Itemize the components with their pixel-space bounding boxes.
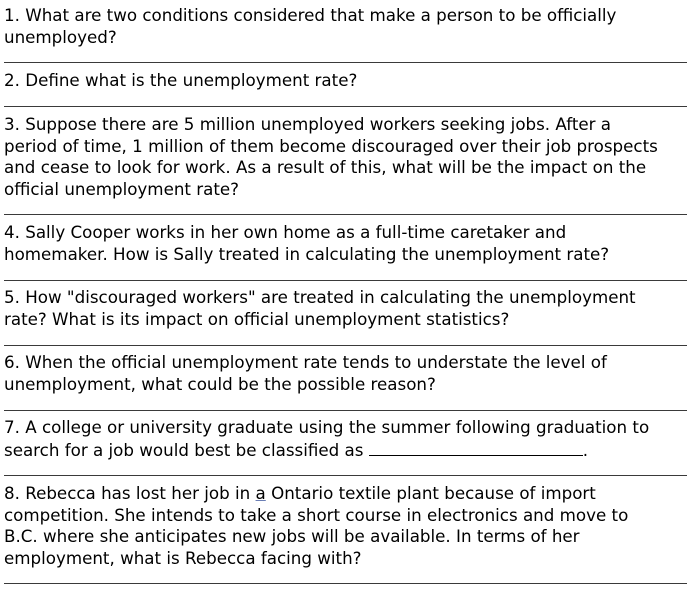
question-2: [4, 70, 698, 92]
question-5: [4, 287, 698, 330]
question-3: [4, 114, 698, 200]
question-3-line-1: 3. Suppose there are 5 million unemployed workers seeking jobs. After a: [4, 114, 612, 134]
question-7: [4, 417, 698, 461]
question-2-line-1: 2. Define what is the unemployment rate?: [4, 70, 358, 90]
question-4: [4, 222, 698, 265]
answer-line-4[interactable]: [4, 280, 687, 281]
answer-line-1[interactable]: [4, 62, 687, 63]
answer-line-8[interactable]: [4, 583, 687, 584]
answer-line-6[interactable]: [4, 410, 687, 411]
question-5-line-1: 5. How "discouraged workers" are treated in calculating the unemployment: [4, 287, 636, 307]
question-8-line-2: competition. She intends to take a short course in electronics and move to: [4, 504, 629, 525]
question-3-line-4: official unemployment rate?: [4, 178, 240, 199]
fill-in-blank[interactable]: [369, 439, 583, 456]
question-6: [4, 352, 698, 395]
answer-line-7[interactable]: [4, 475, 687, 476]
question-8-line-4: employment, what is Rebecca facing with?: [4, 547, 362, 568]
question-4-line-2: homemaker. How is Sally treated in calculating the unemployment rate?: [4, 243, 610, 264]
question-6-line-2: unemployment, what could be the possible reason?: [4, 373, 436, 394]
question-1: [4, 5, 698, 48]
question-8-line-1-start: 8. Rebecca has lost her job in: [4, 483, 251, 503]
question-8-line-1: [4, 483, 698, 505]
question-8-line-1-end: Ontario textile plant because of import: [271, 483, 596, 503]
question-1-line-1: 1. What are two conditions considered that make a person to be officially: [4, 5, 617, 25]
question-4-line-1: 4. Sally Cooper works in her own home as a full-time caretaker and: [4, 222, 567, 242]
question-7-period: .: [582, 439, 589, 460]
question-1-line-2: unemployed?: [4, 26, 117, 47]
question-7-line-1: 7. A college or university graduate using the summer following graduation to: [4, 417, 650, 437]
question-3-line-2: period of time, 1 million of them become discouraged over their job prospects: [4, 135, 658, 156]
question-3-line-3: and cease to look for work. As a result of this, what will be the impact on the: [4, 157, 647, 177]
question-5-line-2: rate? What is its impact on official unemployment statistics?: [4, 308, 510, 329]
question-6-line-1: 6. When the official unemployment rate tends to understate the level of: [4, 352, 607, 372]
question-8: [4, 483, 698, 569]
answer-line-5[interactable]: [4, 345, 687, 346]
grammar-flag-article: a: [255, 483, 266, 503]
question-8-line-3: B.C. where she anticipates new jobs will be available. In terms of her: [4, 526, 580, 546]
answer-line-2[interactable]: [4, 106, 687, 107]
question-7-line-2: [4, 439, 698, 462]
answer-line-3[interactable]: [4, 214, 687, 215]
question-7-line-2-text: search for a job would best be classified as: [4, 439, 364, 460]
